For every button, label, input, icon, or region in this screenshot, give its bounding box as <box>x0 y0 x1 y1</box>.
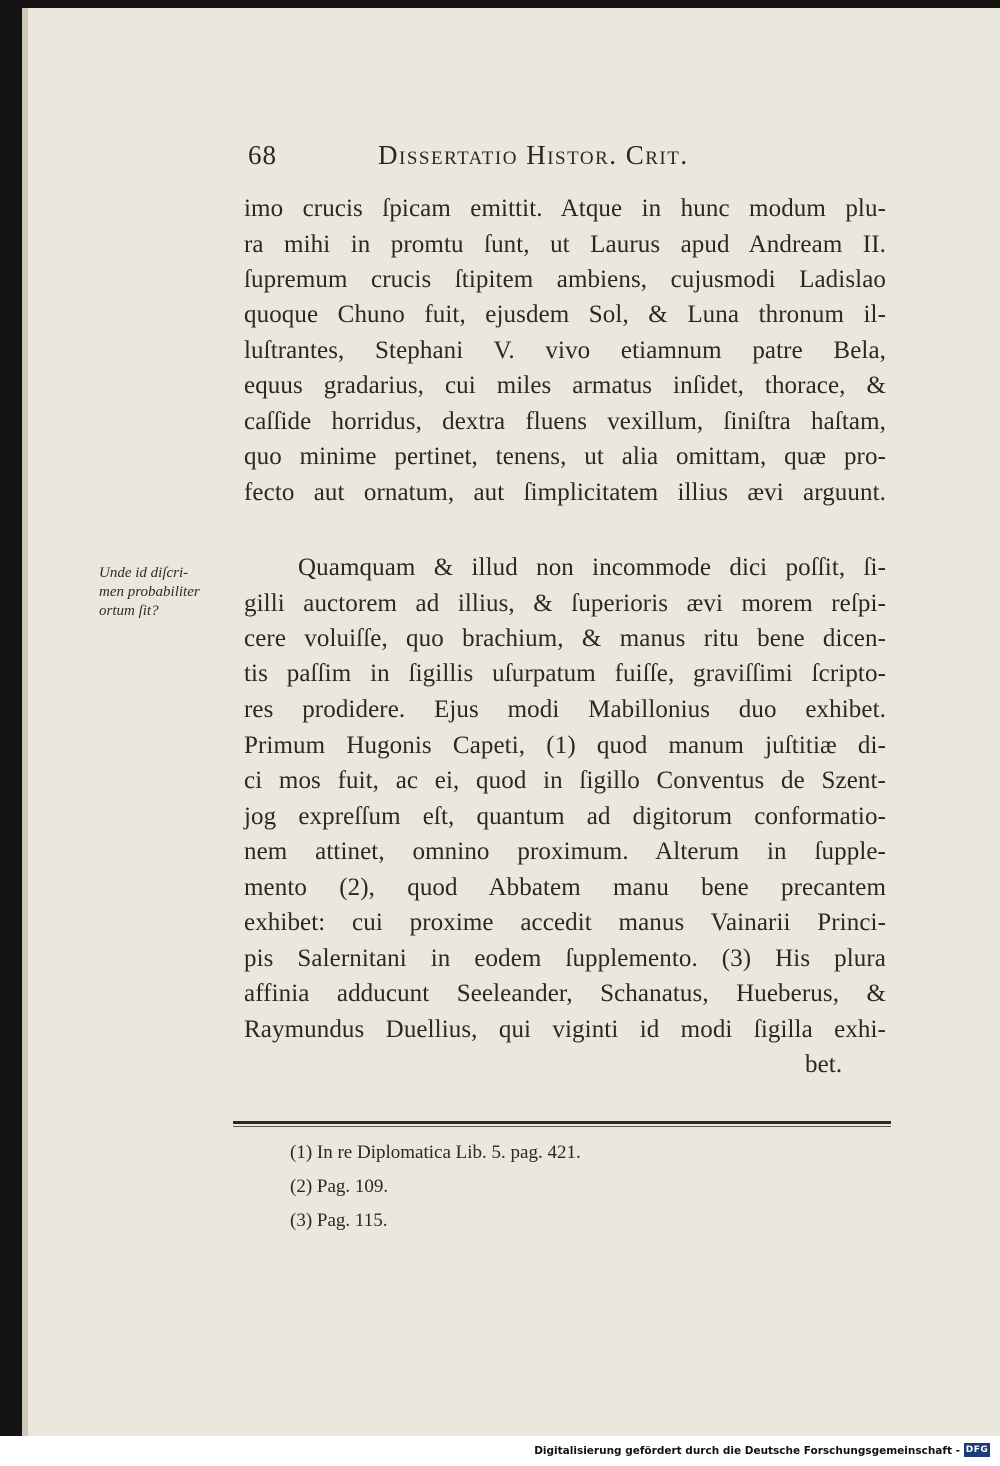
running-header <box>22 140 1000 180</box>
margin-note-line: men probabiliter <box>99 584 200 600</box>
footer-credit: Digitalisierung gefördert durch die Deutsche Forschungsgemeinschaft - <box>534 1445 960 1457</box>
text-line: affinia adducunt Seeleander, Schanatus, Hueberus, & <box>244 980 886 1007</box>
text-line: equus gradarius, cui miles armatus inſidet, thorace, & <box>244 372 886 399</box>
text-line: jog expreſſum eſt, quantum ad digitorum conformatio- <box>244 803 886 830</box>
text-line: fecto aut ornatum, aut ſimplicitatem illius ævi arguunt. <box>244 479 886 506</box>
text-line: imo crucis ſpicam emittit. Atque in hunc modum plu- <box>244 195 886 222</box>
text-line: quoque Chuno fuit, ejusdem Sol, & Luna thronum il- <box>244 301 886 328</box>
digitization-footer <box>0 1436 1000 1466</box>
text-line: Primum Hugonis Capeti, (1) quod manum juſtitiæ di- <box>244 732 886 759</box>
text-line: tis paſſim in ſigillis uſurpatum fuiſſe, graviſſimi ſcripto- <box>244 660 886 687</box>
text-line: quo minime pertinet, tenens, ut alia omittam, quæ pro- <box>244 443 886 470</box>
margin-note-line: ortum ſit? <box>99 603 159 619</box>
book-page <box>22 8 1000 1436</box>
text-line: ra mihi in promtu ſunt, ut Laurus apud Andream II. <box>244 231 886 258</box>
text-line: exhibet: cui proxime accedit manus Vainarii Princi- <box>244 909 886 936</box>
text-line: cere voluiſſe, quo brachium, & manus ritu bene dicen- <box>244 625 886 652</box>
text-line: gilli auctorem ad illius, & ſuperioris ævi morem reſpi- <box>244 590 886 617</box>
text-line: caſſide horridus, dextra fluens vexillum, ſiniſtra haſtam, <box>244 408 886 435</box>
text-line: nem attinet, omnino proximum. Alterum in ſupple- <box>244 838 886 865</box>
footnote-rule <box>233 1121 891 1124</box>
footnote-3: (3) Pag. 115. <box>290 1210 388 1231</box>
text-line: Quamquam & illud non incommode dici poſſit, ſi- <box>298 554 886 581</box>
text-line: Raymundus Duellius, qui viginti id modi ſigilla exhi- <box>244 1016 886 1043</box>
text-line: pis Salernitani in eodem ſupplemento. (3) His plura <box>244 945 886 972</box>
footnote-1: (1) In re Diplomatica Lib. 5. pag. 421. <box>290 1142 581 1163</box>
margin-note-line: Unde id diſcri- <box>99 565 189 581</box>
footnote-2: (2) Pag. 109. <box>290 1176 389 1197</box>
footnote-rule-thin <box>233 1126 891 1127</box>
running-title: Dissertatio Histor. Crit. <box>378 140 689 170</box>
dfg-logo-icon: DFG <box>965 1445 989 1455</box>
text-line: luſtrantes, Stephani V. vivo etiamnum patre Bela, <box>244 337 886 364</box>
text-line: ſupremum crucis ſtipitem ambiens, cujusmodi Ladislao <box>244 266 886 293</box>
text-line: mento (2), quod Abbatem manu bene precantem <box>244 874 886 901</box>
text-line: res prodidere. Ejus modi Mabillonius duo exhibet. <box>244 696 886 723</box>
text-line: ci mos fuit, ac ei, quod in ſigillo Conventus de Szent- <box>244 767 886 794</box>
page-number: 68 <box>248 140 277 170</box>
text-line: bet. <box>805 1051 843 1078</box>
